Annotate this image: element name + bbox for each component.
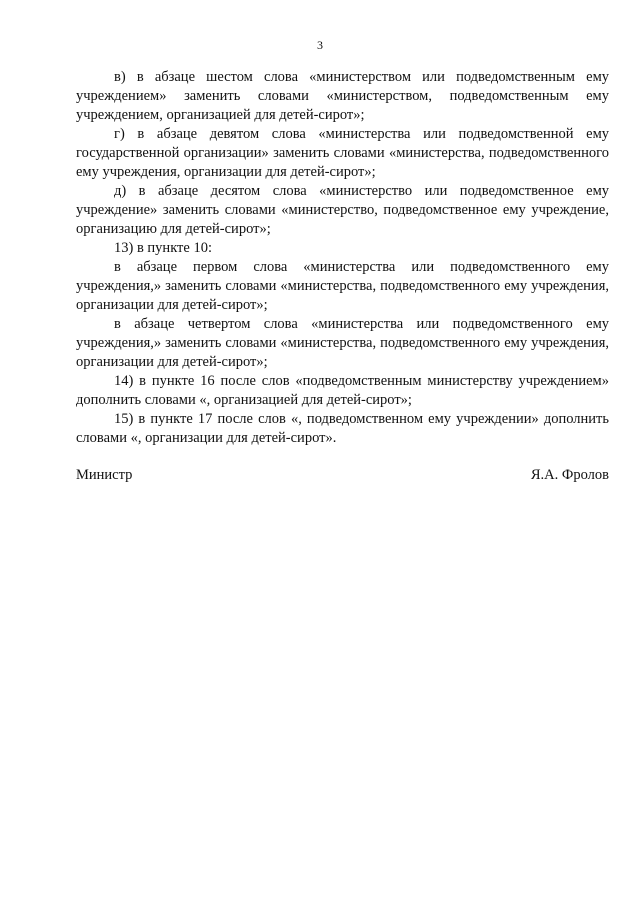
paragraph-15: 15) в пункте 17 после слов «, подведомственном ему учреждении» дополнить словами «, организации для детей-сирот». bbox=[76, 411, 609, 446]
paragraph-13-fourth: в абзаце четвертом слова «министерства или подведомственного ему учреждения,» заменить словами «министерства, подведомственного ему учреждения, организации для детей-сирот»; bbox=[76, 316, 609, 370]
signatory-position: Министр bbox=[76, 467, 133, 483]
paragraph-d: д) в абзаце десятом слова «министерство или подведомственное ему учреждение» заменить словами «министерство, подведомственное ему учреждение, организацию для детей-сирот»; bbox=[76, 183, 609, 237]
paragraph-14: 14) в пункте 16 после слов «подведомственным министерству учреждением» дополнить словами «, организацией для детей-сирот»; bbox=[76, 373, 609, 408]
document-body bbox=[76, 68, 609, 448]
paragraph-g: г) в абзаце девятом слова «министерства или подведомственной ему государственной организации» заменить словами «министерства, подведомственного ему учреждения, организации для детей-сирот»; bbox=[76, 126, 609, 180]
paragraph-v: в) в абзаце шестом слова «министерством или подведомственным ему учреждением» заменить словами «министерством, подведомственным ему учреждением, организацией для детей-сирот»; bbox=[76, 69, 609, 123]
page-number: 3 bbox=[317, 38, 323, 52]
paragraph-13: 13) в пункте 10: bbox=[114, 240, 212, 256]
paragraph-13-first: в абзаце первом слова «министерства или подведомственного ему учреждения,» заменить словами «министерства, подведомственного ему учреждения, организации для детей-сирот»; bbox=[76, 259, 609, 313]
signatory-name: Я.А. Фролов bbox=[530, 467, 609, 483]
